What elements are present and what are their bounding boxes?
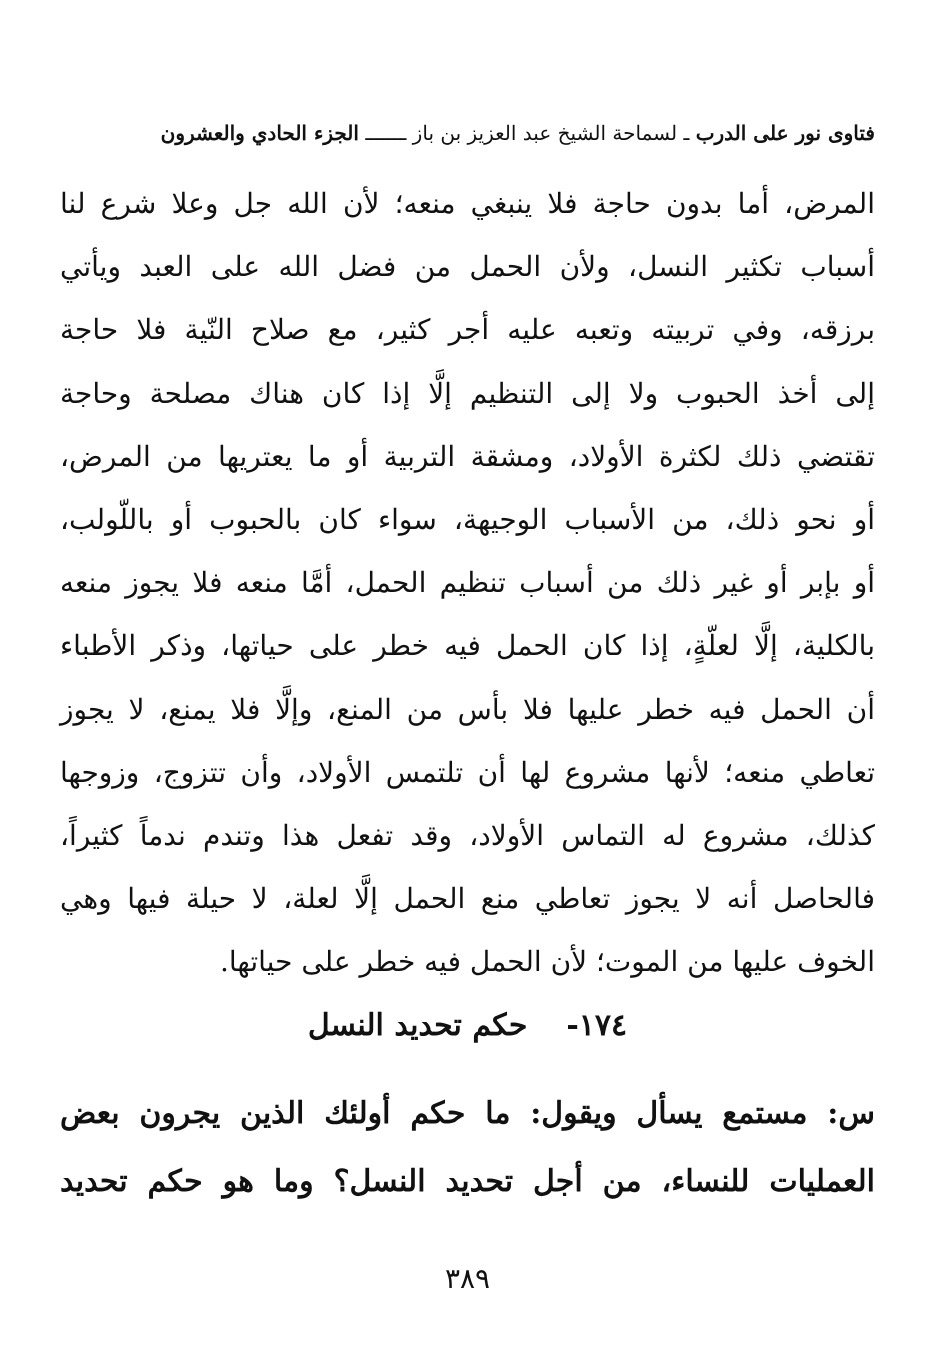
body-line: فالحاصل أنه لا يجوز تعاطي منع الحمل إلَّا لعلة، لا حيلة فيها وهي xyxy=(60,882,875,916)
body-line: كذلك، مشروع له التماس الأولاد، وقد تفعل هذا وتندم ندماً كثيراً، xyxy=(60,818,875,852)
body-line: المرض، أما بدون حاجة فلا ينبغي منعه؛ لأن الله جل وعلا شرع لنا xyxy=(60,187,875,220)
body-text xyxy=(60,172,875,993)
header-book-title: فتاوى نور على الدرب xyxy=(695,121,875,145)
section-heading xyxy=(0,996,935,1056)
body-line: إلى أخذ الحبوب ولا إلى التنظيم إلَّا إذا كان هناك مصلحة وحاجة xyxy=(60,376,875,410)
question-line: س: مستمع يسأل ويقول: ما حكم أولئك الذين يجرون بعض xyxy=(60,1096,875,1131)
running-header xyxy=(60,116,875,150)
question-line: العمليات للنساء، من أجل تحديد النسل؟ وما هو حكم تحديد xyxy=(60,1164,875,1199)
section-title: حكم تحديد النسل xyxy=(307,1008,528,1043)
body-line: أو بإبر أو غير ذلك من أسباب تنظيم الحمل، أمَّا منعه فلا يجوز منعه xyxy=(60,566,875,600)
header-author: ـ لسماحة الشيخ عبد العزيز بن باز ـــــــ xyxy=(365,121,690,145)
section-number: ١٧٤- xyxy=(566,1008,628,1043)
body-line: برزقه، وفي تربيته وتعبه عليه أجر كثير، مع صلاح النّية فلا حاجة xyxy=(60,313,875,347)
body-line: أسباب تكثير النسل، ولأن الحمل من فضل الله على العبد ويأتي xyxy=(60,250,875,284)
body-line: بالكلية، إلَّا لعلّةٍ، إذا كان الحمل فيه خطر على حياتها، وذكر الأطباء xyxy=(60,629,875,663)
page-number: ٣٨٩ xyxy=(444,1262,491,1295)
body-line: تقتضي ذلك لكثرة الأولاد، ومشقة التربية أو ما يعتريها من المرض، xyxy=(60,439,875,473)
header-volume: الجزء الحادي والعشرون xyxy=(160,121,359,145)
body-line: الخوف عليها من الموت؛ لأن الحمل فيه خطر على حياتها. xyxy=(220,945,875,979)
body-line: تعاطي منعه؛ لأنها مشروع لها أن تلتمس الأولاد، وأن تتزوج، وزوجها xyxy=(60,755,875,789)
body-line: أو نحو ذلك، من الأسباب الوجيهة، سواء كان بالحبوب أو باللّولب، xyxy=(60,502,875,536)
question-block xyxy=(60,1080,875,1216)
body-line: أن الحمل فيه خطر عليها فلا بأس من المنع، وإلَّا فلا يمنع، لا يجوز xyxy=(60,692,875,726)
